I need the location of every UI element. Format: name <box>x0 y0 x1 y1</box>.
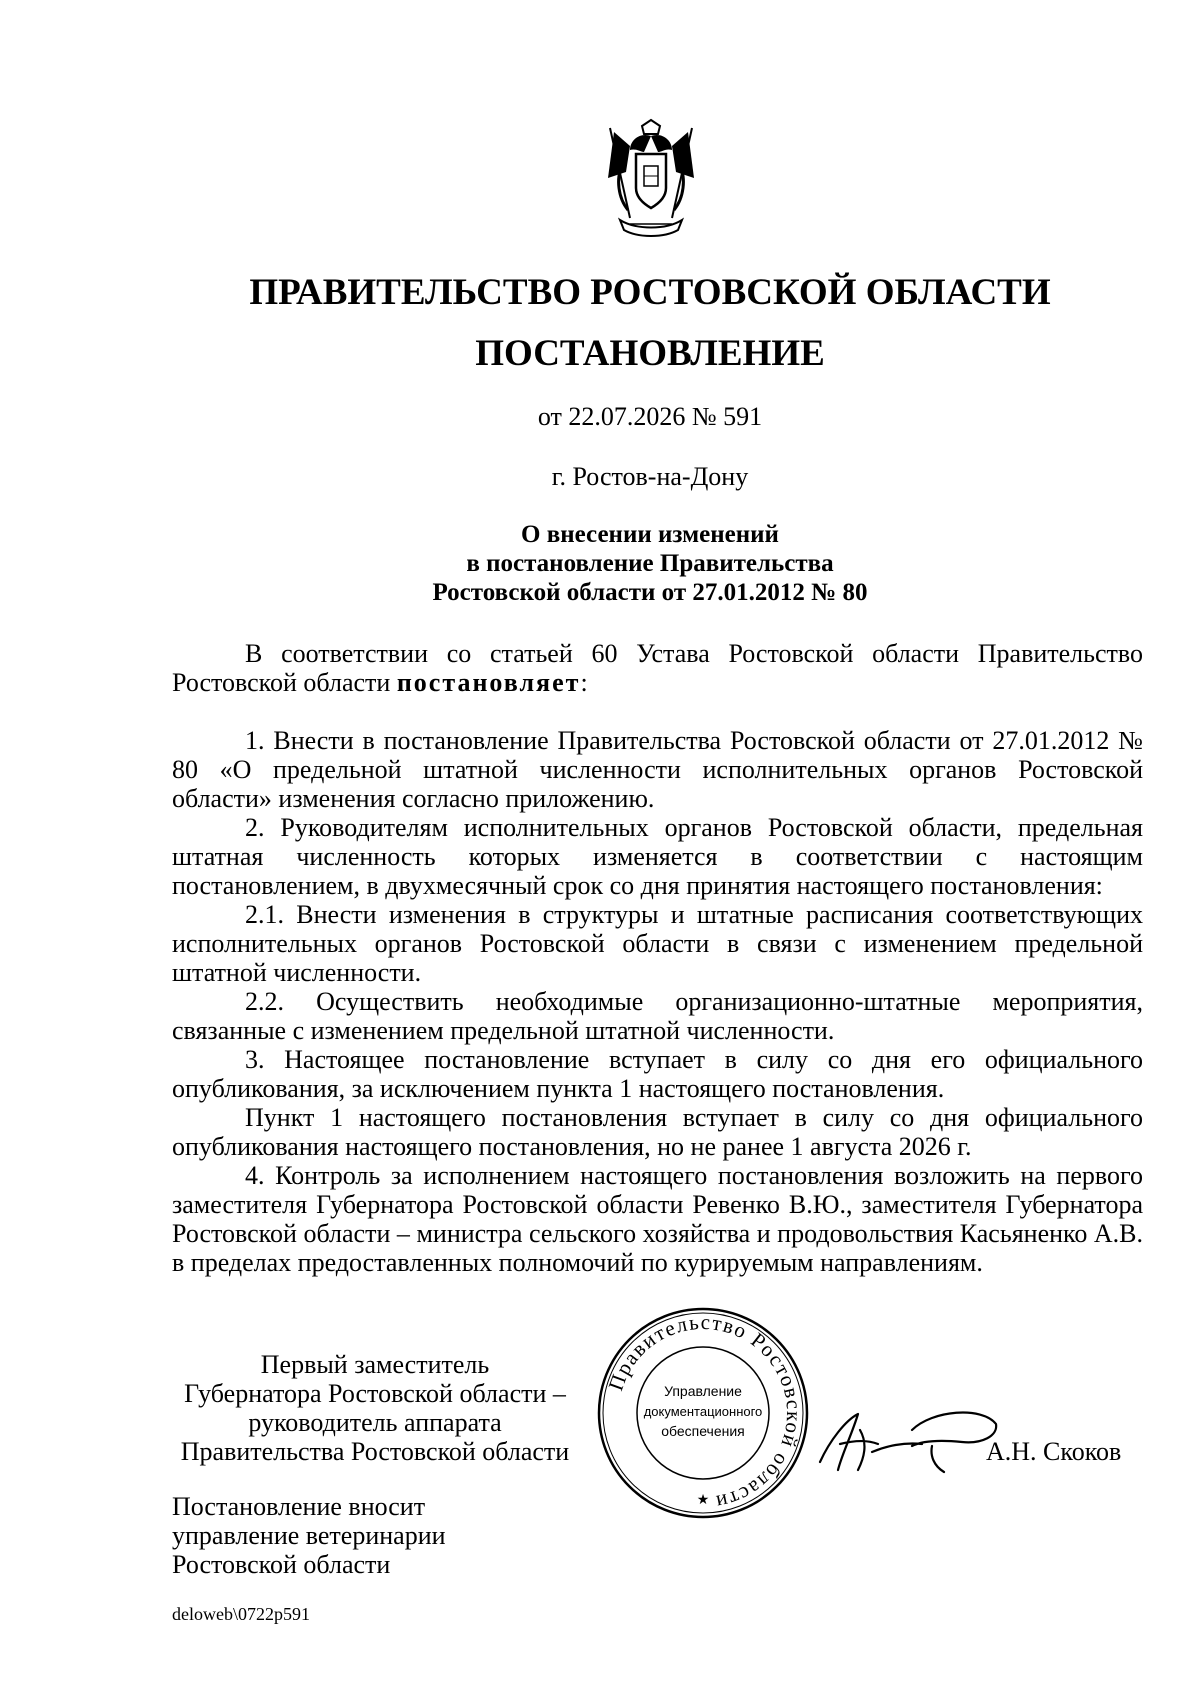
preamble-text: В соответствии со статьей 60 Устава Ростовской области Правительство Ростовской области <box>172 639 1143 697</box>
document-type: ПОСТАНОВЛЕНИЕ <box>475 333 825 374</box>
position-line: Правительства Ростовской области <box>180 1437 570 1466</box>
handwritten-signature <box>812 1400 1002 1480</box>
signatory-name: А.Н. Скоков <box>986 1437 1122 1466</box>
seal-center-line: обеспечения <box>661 1423 745 1439</box>
paragraph-3: 3. Настоящее постановление вступает в силу со дня его официального опубликования, за исключением пункта 1 настоящего постановления. <box>172 1045 1143 1103</box>
subject-line: в постановление Правительства <box>466 550 834 577</box>
paragraph-3-note: Пункт 1 настоящего постановления вступает в силу со дня официального опубликования настоящего постановления, но не ранее 1 августа 2026 г. <box>172 1103 1143 1161</box>
seal-center-line: документационного <box>643 1404 763 1419</box>
document-subject <box>150 520 1150 607</box>
paragraph-1: 1. Внести в постановление Правительства Ростовской области от 27.01.2012 № 80 «О предельной штатной численности исполнительных органов Ростовской области» изменения согласно приложению. <box>172 726 1143 813</box>
subject-line: Ростовской области от 27.01.2012 № 80 <box>432 579 868 606</box>
paragraph-2-2: 2.2. Осуществить необходимые организационно-штатные мероприятия, связанные с изменением предельной штатной численности. <box>172 987 1143 1045</box>
submitted-by <box>172 1492 446 1579</box>
organization-title: ПРАВИТЕЛЬСТВО РОСТОВСКОЙ ОБЛАСТИ <box>249 272 1051 313</box>
document-date-number: от 22.07.2026 № 591 <box>537 402 763 431</box>
document-code: deloweb\0722p591 <box>172 1604 310 1624</box>
paragraph-2: 2. Руководителям исполнительных органов Ростовской области, предельная штатная численность которых изменяется в соответствии с настоящим постановлением, в двухмесячный срок со дня принятия настоящего постановления: <box>172 813 1143 900</box>
position-line: руководитель аппарата <box>248 1408 502 1437</box>
preamble-emphasis: постановляет <box>396 668 581 697</box>
svg-text:★: ★ <box>696 1493 710 1508</box>
paragraph-4: 4. Контроль за исполнением настоящего постановления возложить на первого заместителя Губернатора Ростовской области Ревенко В.Ю., заместителя Губернатора Ростовской области – министра сельского хозяйства и продовольствия Касьяненко А.В. в пределах предоставленных полномочий по курируемым направлениям. <box>172 1161 1143 1277</box>
document-body <box>172 639 1143 1277</box>
signatory-position <box>150 1350 600 1466</box>
coat-of-arms-icon <box>600 118 702 240</box>
seal-ring-text: Правительство Ростовской области <box>603 1309 807 1516</box>
paragraph-2-1: 2.1. Внести изменения в структуры и штатные расписания соответствующих исполнительных органов Ростовской области в связи с изменением предельной штатной численности. <box>172 900 1143 987</box>
preamble-paragraph <box>172 639 1143 697</box>
submitted-line: Постановление вносит <box>172 1492 426 1521</box>
document-city: г. Ростов-на-Дону <box>551 462 749 491</box>
seal-center-line: Управление <box>664 1383 742 1399</box>
submitted-line: управление ветеринарии <box>172 1521 446 1550</box>
preamble-end: : <box>580 668 588 697</box>
position-line: Губернатора Ростовской области – <box>184 1379 566 1408</box>
subject-line: О внесении изменений <box>521 521 779 548</box>
submitted-line: Ростовской области <box>172 1550 391 1579</box>
official-seal-stamp <box>596 1306 810 1520</box>
position-line: Первый заместитель <box>260 1350 490 1379</box>
